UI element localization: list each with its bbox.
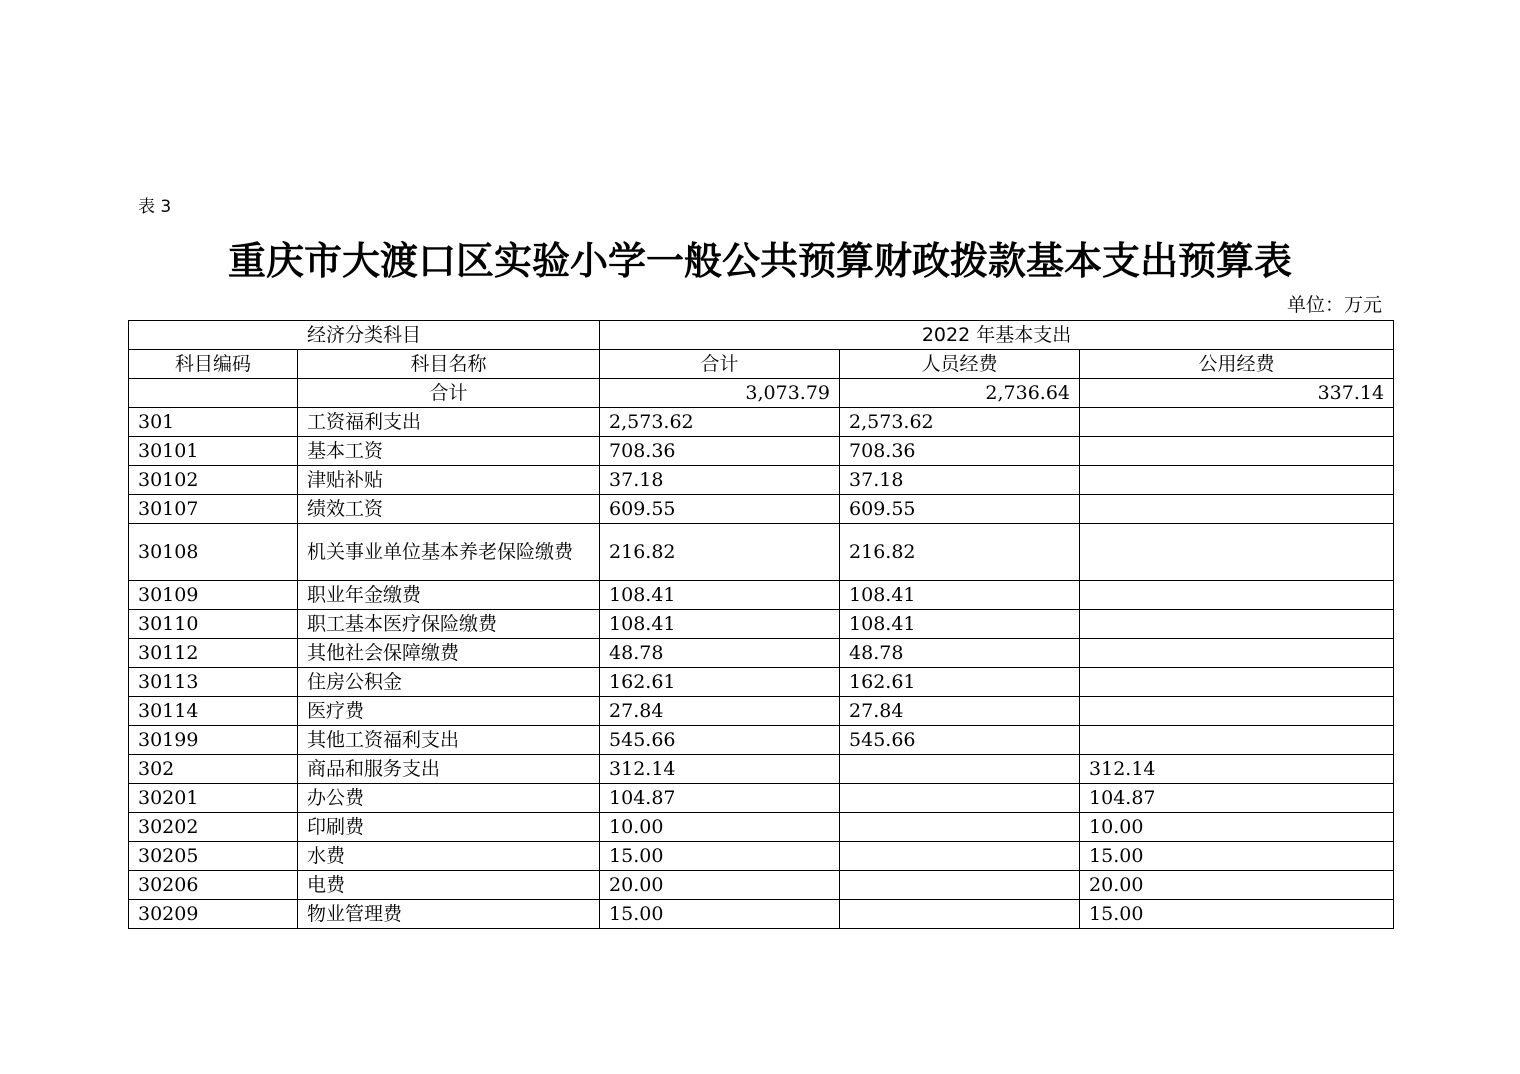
row-total: 108.41 xyxy=(600,610,840,639)
row-name: 水费 xyxy=(298,842,600,871)
row-code: 30101 xyxy=(129,437,298,466)
row-code: 30199 xyxy=(129,726,298,755)
table-row xyxy=(129,639,1394,668)
row-public: 20.00 xyxy=(1080,871,1394,900)
row-total: 108.41 xyxy=(600,581,840,610)
table-row xyxy=(129,697,1394,726)
row-code: 30206 xyxy=(129,871,298,900)
row-personnel: 108.41 xyxy=(840,581,1080,610)
table-number: 表 3 xyxy=(138,197,172,217)
table-row xyxy=(129,524,1394,581)
row-code: 30202 xyxy=(129,813,298,842)
row-personnel: 108.41 xyxy=(840,610,1080,639)
row-public xyxy=(1080,495,1394,524)
row-personnel: 609.55 xyxy=(840,495,1080,524)
row-personnel: 2,573.62 xyxy=(840,408,1080,437)
table-row xyxy=(129,668,1394,697)
group-header-row xyxy=(129,321,1394,350)
row-personnel xyxy=(840,755,1080,784)
header-name: 科目名称 xyxy=(298,350,600,379)
row-public: 10.00 xyxy=(1080,813,1394,842)
row-total: 2,573.62 xyxy=(600,408,840,437)
row-personnel xyxy=(840,871,1080,900)
row-name: 职业年金缴费 xyxy=(298,581,600,610)
row-name: 基本工资 xyxy=(298,437,600,466)
table-row xyxy=(129,408,1394,437)
row-total: 216.82 xyxy=(600,524,840,581)
row-name: 电费 xyxy=(298,871,600,900)
summary-personnel: 2,736.64 xyxy=(840,379,1080,408)
row-code: 30209 xyxy=(129,900,298,929)
row-public xyxy=(1080,408,1394,437)
header-personnel: 人员经费 xyxy=(840,350,1080,379)
row-public: 15.00 xyxy=(1080,842,1394,871)
row-code: 302 xyxy=(129,755,298,784)
table-row xyxy=(129,784,1394,813)
unit-label: 单位：万元 xyxy=(1286,294,1382,316)
row-name: 商品和服务支出 xyxy=(298,755,600,784)
budget-table xyxy=(128,320,1394,929)
header-basic-expense-2022: 2022 年基本支出 xyxy=(600,321,1394,350)
row-public xyxy=(1080,668,1394,697)
row-name: 机关事业单位基本养老保险缴费 xyxy=(298,524,600,581)
row-total: 37.18 xyxy=(600,466,840,495)
table-row xyxy=(129,871,1394,900)
table-row xyxy=(129,437,1394,466)
row-name: 其他工资福利支出 xyxy=(298,726,600,755)
row-total: 48.78 xyxy=(600,639,840,668)
row-name: 工资福利支出 xyxy=(298,408,600,437)
row-name: 绩效工资 xyxy=(298,495,600,524)
row-code: 30205 xyxy=(129,842,298,871)
row-personnel: 162.61 xyxy=(840,668,1080,697)
row-public xyxy=(1080,466,1394,495)
row-code: 301 xyxy=(129,408,298,437)
summary-row xyxy=(129,379,1394,408)
summary-name: 合计 xyxy=(298,379,600,408)
row-code: 30114 xyxy=(129,697,298,726)
summary-code xyxy=(129,379,298,408)
row-code: 30102 xyxy=(129,466,298,495)
header-total: 合计 xyxy=(600,350,840,379)
row-total: 312.14 xyxy=(600,755,840,784)
header-code: 科目编码 xyxy=(129,350,298,379)
row-total: 104.87 xyxy=(600,784,840,813)
row-public xyxy=(1080,639,1394,668)
document-title: 重庆市大渡口区实验小学一般公共预算财政拨款基本支出预算表 xyxy=(227,239,1292,283)
row-personnel: 27.84 xyxy=(840,697,1080,726)
row-code: 30110 xyxy=(129,610,298,639)
row-public xyxy=(1080,610,1394,639)
table-row xyxy=(129,581,1394,610)
row-total: 162.61 xyxy=(600,668,840,697)
row-personnel xyxy=(840,784,1080,813)
row-personnel: 545.66 xyxy=(840,726,1080,755)
table-row xyxy=(129,755,1394,784)
table-row xyxy=(129,726,1394,755)
row-name: 印刷费 xyxy=(298,813,600,842)
row-public xyxy=(1080,726,1394,755)
row-name: 津贴补贴 xyxy=(298,466,600,495)
row-total: 10.00 xyxy=(600,813,840,842)
table-row xyxy=(129,813,1394,842)
row-total: 27.84 xyxy=(600,697,840,726)
row-personnel xyxy=(840,900,1080,929)
row-total: 545.66 xyxy=(600,726,840,755)
table-row xyxy=(129,495,1394,524)
row-code: 30113 xyxy=(129,668,298,697)
row-personnel: 37.18 xyxy=(840,466,1080,495)
row-name: 职工基本医疗保险缴费 xyxy=(298,610,600,639)
summary-total: 3,073.79 xyxy=(600,379,840,408)
column-header-row xyxy=(129,350,1394,379)
row-personnel xyxy=(840,813,1080,842)
row-code: 30109 xyxy=(129,581,298,610)
row-code: 30201 xyxy=(129,784,298,813)
row-name: 医疗费 xyxy=(298,697,600,726)
header-public: 公用经费 xyxy=(1080,350,1394,379)
row-total: 15.00 xyxy=(600,842,840,871)
row-total: 15.00 xyxy=(600,900,840,929)
row-total: 20.00 xyxy=(600,871,840,900)
row-total: 609.55 xyxy=(600,495,840,524)
row-personnel: 708.36 xyxy=(840,437,1080,466)
row-code: 30112 xyxy=(129,639,298,668)
row-personnel xyxy=(840,842,1080,871)
row-personnel: 48.78 xyxy=(840,639,1080,668)
table-row xyxy=(129,900,1394,929)
row-public xyxy=(1080,697,1394,726)
row-public: 312.14 xyxy=(1080,755,1394,784)
row-name: 办公费 xyxy=(298,784,600,813)
row-public: 104.87 xyxy=(1080,784,1394,813)
row-personnel: 216.82 xyxy=(840,524,1080,581)
table-row xyxy=(129,842,1394,871)
row-name: 物业管理费 xyxy=(298,900,600,929)
row-public xyxy=(1080,437,1394,466)
row-public xyxy=(1080,581,1394,610)
table-row xyxy=(129,610,1394,639)
table-row xyxy=(129,466,1394,495)
row-total: 708.36 xyxy=(600,437,840,466)
header-economic-category: 经济分类科目 xyxy=(129,321,600,350)
row-public: 15.00 xyxy=(1080,900,1394,929)
summary-public: 337.14 xyxy=(1080,379,1394,408)
row-code: 30108 xyxy=(129,524,298,581)
row-name: 住房公积金 xyxy=(298,668,600,697)
row-public xyxy=(1080,524,1394,581)
row-name: 其他社会保障缴费 xyxy=(298,639,600,668)
row-code: 30107 xyxy=(129,495,298,524)
